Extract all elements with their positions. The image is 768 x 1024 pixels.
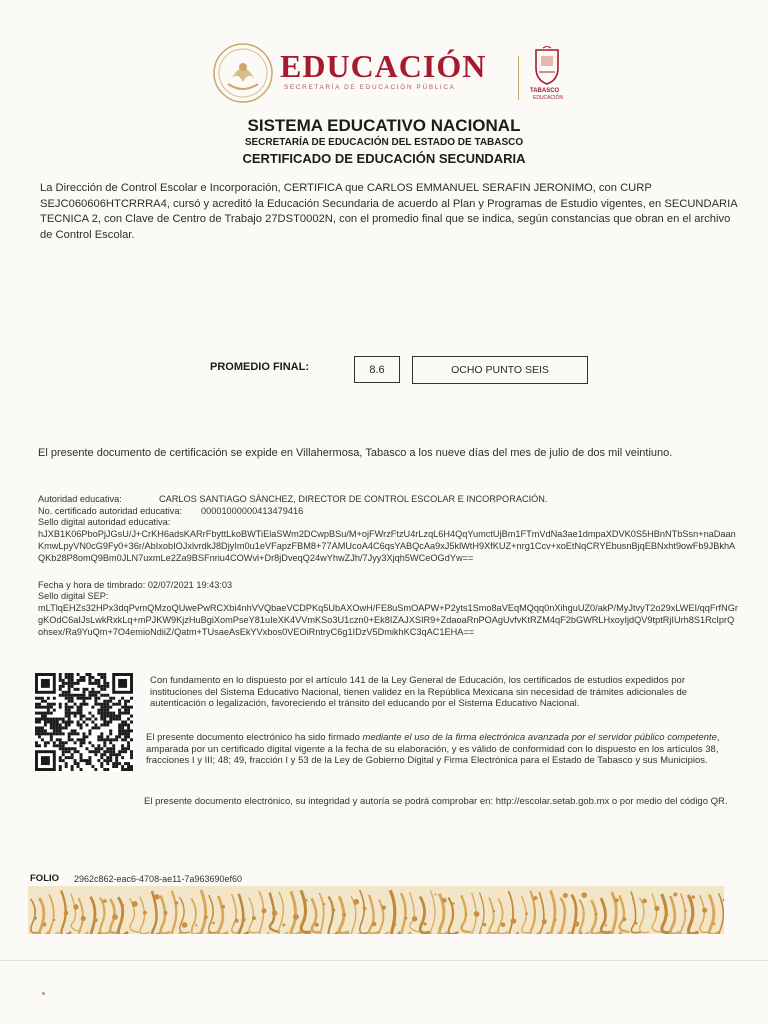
system-title: SISTEMA EDUCATIVO NACIONAL: [247, 116, 521, 135]
verification-paragraph: El presente documento electrónico, su integridad y autoría se podrá comprobar en: http://escolar.setab.gob.mx o por medio del código QR.: [144, 796, 728, 807]
signature-text-italic: mediante el uso de la firma electrónica avanzada por el servidor público competente: [362, 732, 717, 743]
certificate-title: CERTIFICADO DE EDUCACIÓN SECUNDARIA: [242, 151, 526, 166]
authority-digital-seal: hJXB1K06PboPjJGsU/J+CrKH6adsKARrFbyttLkoBWTiElaSWm2DCwpBSu/M+ojFWrzFtzU4rLzqL6H4QqYumctUjBm1FTmVdNa3ae1dmpaXDVK0S5HBnNTbSsn+naDaanKmwLpyVN0cG9Fy0+36r/AbIxobIOJxlvrdkJ8DjyIm0u1eVFapzFBM8+77AMUcoA4C6qsYABQcAa9xJ5klWtH9XfKUZ+nrg1Ccv+xoEtNqCRYEbusnBjqEBNxht9owFb9JBkhAQKb28P8omQ9Bm0JLN7uxmLe2Za9BSFnriu4COWvl+Dr8jDveqQ24wYhwZJh/7Jyy3Xjqh5WCeOGdYw==: [38, 529, 736, 563]
signature-text-a: El presente documento electrónico ha sido firmado: [146, 732, 363, 743]
stamp-datetime-label: Fecha y hora de timbrado:: [38, 580, 146, 590]
final-average-label: PROMEDIO FINAL:: [210, 361, 309, 373]
authority-value: CARLOS SANTIAGO SÁNCHEZ, DIRECTOR DE CONTROL ESCOLAR E INCORPORACIÓN.: [159, 494, 548, 504]
paper-speck: [42, 992, 45, 995]
electronic-signature-paragraph: [146, 732, 728, 767]
qr-code-icon: [35, 673, 133, 771]
legal-validity-paragraph: Con fundamento en lo dispuesto por el artículo 141 de la Ley General de Educación, los certificados de estudios expedidos por instituciones del Sistema Educativo Nacional, tienen validez en la República Mexicana sin necesidad de trámites adicionales de autenticación o legalización, favoreciendo el tránsito del educando por el Sistema Educativo Nacional.: [150, 675, 688, 709]
folio-value: 2962c862-eac6-4708-ae11-7a963690ef60: [74, 874, 242, 884]
state-name: TABASCO: [530, 88, 560, 94]
header-divider: [518, 56, 519, 100]
certificate-number-row: [38, 506, 304, 516]
authority-seal-label: Sello digital autoridad educativa:: [38, 517, 171, 527]
certificate-number-value: 00001000000413479416: [201, 506, 304, 516]
decorative-border-pattern: [28, 886, 724, 934]
signature-text-c: , amparada por un certificado digital vigente a la fecha de su elaboración, y es válido de conformidad con lo dispuesto en los artículos 38, fracciones I y III; 48; 49, fracción I y 53 de la Ley de Gobierno Digital y Firma Electrónica para el Estado de Tabasco y sus Municipios.: [146, 732, 720, 766]
authority-row: [38, 494, 548, 504]
folio-label: FOLIO: [30, 873, 60, 884]
certificate-number-label: No. certificado autoridad educativa:: [38, 506, 183, 516]
page-bottom-line: [0, 960, 768, 961]
brand-title: EDUCACIÓN: [280, 48, 487, 84]
stamp-datetime-value: 02/07/2021 19:43:03: [147, 580, 233, 590]
sep-seal-label: Sello digital SEP:: [38, 591, 109, 601]
brand-subtitle: SECRETARÍA DE EDUCACIÓN PÚBLICA: [284, 84, 456, 91]
issue-statement: El presente documento de certificación se expide en Villahermosa, Tabasco a los nueve días del mes de julio de dos mil veintiuno.: [38, 447, 673, 459]
secretariat-title: SECRETARÍA DE EDUCACIÓN DEL ESTADO DE TABASCO: [244, 137, 524, 148]
sep-digital-seal: mLTlqEHZs32HPx3dqPvmQMzoQUwePwRCXbi4nhVVQbaeVCDPKq5UbAXOwH/FE8uSmOAPW+P2yts1Smo8aVEqMQqq0nXihguUZ0/akP/MyJtvyT2o29xLWEI/qqFrfNGrgKOdC6aIJsLwkRxkLq+mPJKW9KjzHuBgiXomPseY81uIeXK4VVmKSo3U1czn0+Ek8IZAJXSIR9+ZdaoaRnPOAgUvfvKtRZM4qF2bGWRLHxoyIjdQV9tptRjIUrh8S1RcIprQohsex/Ra9YuQm+7O4emioNdiiZ/Qatm+TUsaeAsEkYVxbos0VEOiRntryC6g1IDzV5DmikhKC3qAC1EHA==: [38, 603, 738, 637]
authority-label: Autoridad educativa:: [38, 494, 122, 504]
final-average-value: 8.6: [354, 356, 400, 383]
coat-of-arms-seal-icon: [212, 42, 274, 104]
certification-text: La Dirección de Control Escolar e Incorporación, CERTIFICA que CARLOS EMMANUEL SERAFIN JERONIMO, con CURP SEJC060606HTCRRRA4, cursó y acreditó la Educación Secundaria de acuerdo al Plan y Programas de Estudio vigentes, en SECUNDARIA TECNICA 2, con Clave de Centro de Trabajo 27DST0002N, con el promedio final que se indica, según constancias que obran en el archivo de Control Escolar.: [40, 182, 738, 241]
tabasco-shield-icon: [533, 46, 561, 86]
final-average-words: OCHO PUNTO SEIS: [412, 356, 588, 384]
stamp-datetime-row: [38, 580, 232, 590]
state-subtitle: EDUCACIÓN: [533, 95, 564, 101]
